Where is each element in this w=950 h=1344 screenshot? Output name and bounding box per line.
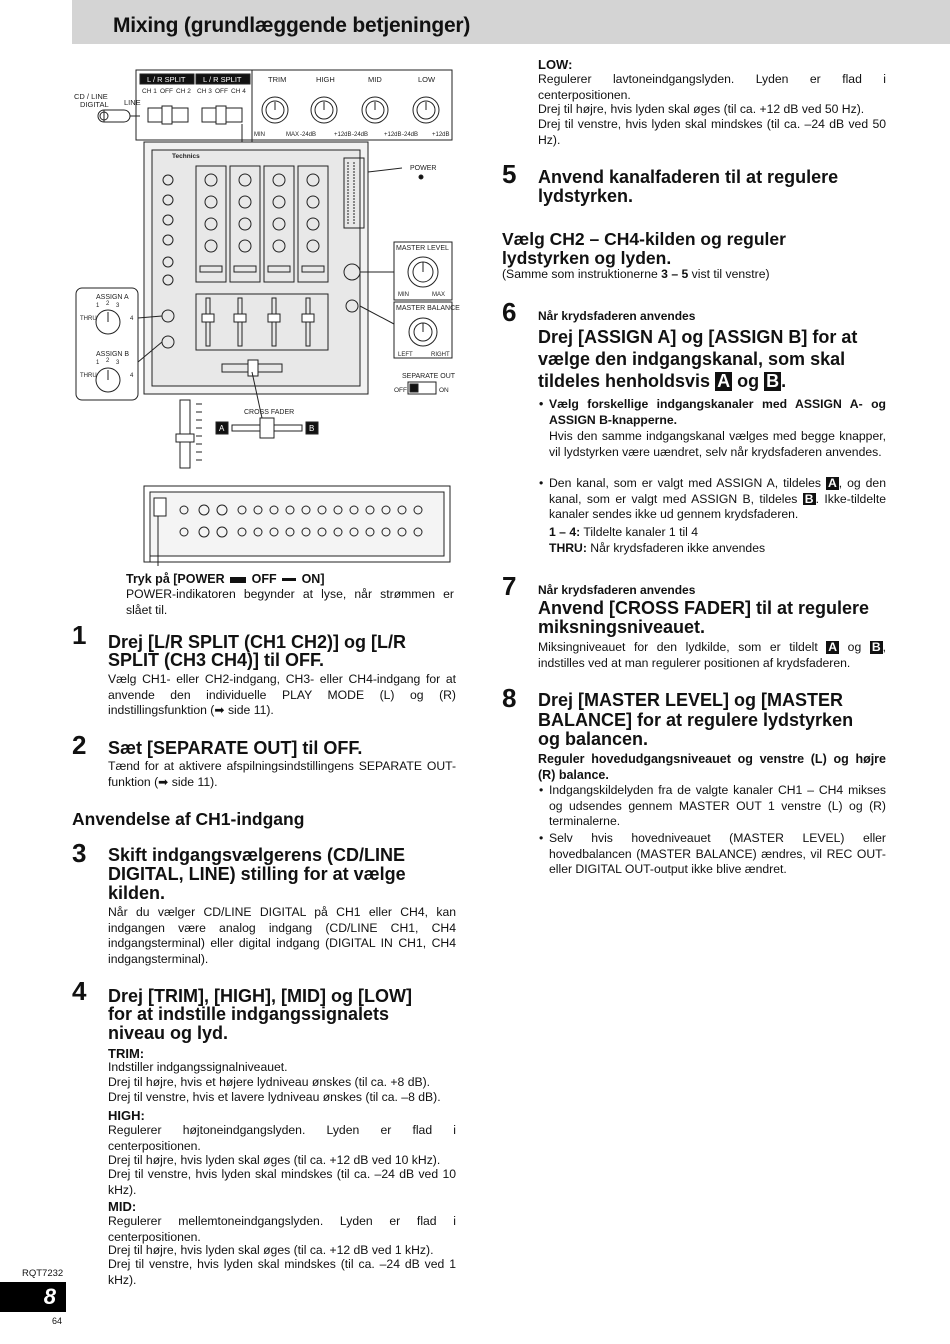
knob-range-mid-min: -24dB: [352, 132, 369, 138]
power-indicator: [419, 175, 423, 179]
step6-title-2: vælge den indgangskanal, som skal: [538, 349, 846, 369]
sw2-ch3: CH 3: [197, 88, 212, 95]
knob-range-trim-max: MAX: [286, 132, 300, 138]
line-label: LINE: [124, 98, 141, 107]
step3-title-1: Skift indgangsvælgerens (CD/LINE: [108, 845, 406, 865]
knob-title-high: HIGH: [316, 75, 335, 84]
low-label: LOW:: [538, 57, 573, 72]
step8-bullet2: • Selv hvis hovedniveauet (MASTER LEVEL) eller hovedbalancen (MASTER BALANCE) ændres, vil REC OUT- eller DIGITAL OUT-output ikke blive ændret.: [539, 831, 886, 877]
sw2-off: OFF: [215, 88, 228, 95]
step8-title-3: og balancen.: [538, 729, 649, 749]
left-label: LEFT: [398, 352, 413, 358]
master-balance-label: MASTER BALANCE: [396, 305, 460, 312]
knob-range-low-min: -24dB: [402, 132, 419, 138]
section-ch2-title-1: Vælg CH2 – CH4-kilden og reguler: [502, 229, 786, 249]
step5-title-2: lydstyrken.: [538, 186, 634, 206]
knob-range-trim-min: MIN: [254, 132, 265, 138]
power-on-symbol: [282, 578, 296, 581]
assign-b-3: 3: [116, 360, 120, 366]
step8-sub: Reguler hovedudgangsniveauet og venstre (L) og højre (R) balance.: [538, 752, 886, 782]
knob-title-mid: MID: [368, 75, 382, 84]
assign-b-2: 2: [106, 358, 110, 364]
mid-up: Drej til højre, hvis lyden skal øges (til ca. +12 dB ved 1 kHz).: [108, 1243, 434, 1257]
knob-range-low-max: +12dB: [432, 132, 450, 138]
step3-text: Når du vælger CD/LINE DIGITAL på CH1 eller CH4, kan indgangen være analog indgang (CD/LINE CH1, CH4 indgangsterminal) eller digital indgang (DIGITAL IN CH1, CH4 indgangsterminal).: [108, 905, 456, 966]
assign-b-thru: THRU: [80, 373, 97, 379]
low-text: Regulerer lavtoneindgangslyden. Lyden er flad i centerpositionen.: [538, 72, 886, 102]
separate-on-label: ON: [439, 387, 449, 394]
step7-title-2: miksningsniveauet.: [538, 617, 706, 637]
section-ch1-title: Anvendelse af CH1-indgang: [72, 809, 305, 829]
trim-label: TRIM:: [108, 1046, 145, 1061]
step6-sub: Når krydsfaderen anvendes: [538, 309, 696, 323]
step6-bullet1-bold: • Vælg forskellige indgangskanaler med ASSIGN A- og ASSIGN B-knapperne.: [539, 397, 886, 427]
step4-title-3: niveau og lyd.: [108, 1023, 229, 1043]
step4-title-1: Drej [TRIM], [HIGH], [MID] og [LOW]: [108, 986, 412, 1006]
cross-fader-label: CROSS FADER: [244, 409, 295, 416]
bullet-dot: •: [539, 831, 544, 845]
step3-number: 3: [72, 838, 87, 868]
step8-title-2: BALANCE] for at regulere lydstyrken: [538, 710, 854, 730]
step4-number: 4: [72, 976, 87, 1006]
brand-label: Technics: [172, 153, 200, 160]
step6-title-1: Drej [ASSIGN A] og [ASSIGN B] for at: [538, 327, 858, 347]
knob-range-high-min: -24dB: [300, 132, 317, 138]
step1-number: 1: [72, 620, 87, 650]
caption-text: POWER-indikatoren begynder at lyse, når strømmen er slået til.: [126, 587, 454, 617]
assign-a-thru: THRU: [80, 316, 97, 322]
step1-title-2: SPLIT (CH3 CH4)] til OFF.: [108, 650, 324, 670]
caption-title: Tryk på [POWER OFF ON]: [126, 572, 325, 586]
assign-b-4: 4: [130, 373, 134, 379]
bullet-dot: •: [539, 783, 544, 797]
section-ch2-note: (Samme som instruktionerne 3 – 5 vist til venstre): [502, 267, 770, 281]
step3-title-2: DIGITAL, LINE) stilling for at vælge: [108, 864, 406, 884]
step8-title-1: Drej [MASTER LEVEL] og [MASTER: [538, 690, 843, 710]
separate-out-label: SEPARATE OUT: [402, 373, 456, 380]
knob-title-trim: TRIM: [268, 75, 287, 84]
knob-title-low: LOW: [418, 75, 436, 84]
lr-split-1-label: L / R SPLIT: [147, 75, 186, 84]
step3-title-3: kilden.: [108, 883, 166, 903]
page-sub-number: 64: [52, 1316, 63, 1326]
step7-number: 7: [502, 571, 517, 601]
step7-sub: Når krydsfaderen anvendes: [538, 583, 696, 597]
page-title: Mixing (grundlæggende betjeninger): [113, 14, 471, 37]
cross-fader-b: B: [309, 424, 315, 433]
separate-off-label: OFF: [394, 387, 407, 394]
step1-text: Vælg CH1- eller CH2-indgang, CH3- eller CH4-indgang for at anvende den individuelle PLAY MODE (L) og (R) indstillingsfunktion (➡ side 11).: [108, 672, 456, 718]
section-ch2-title-2: lydstyrken og lyden.: [502, 248, 672, 268]
step6-title-3: tildeles henholdsvis A og B .: [538, 371, 787, 391]
master-level-min: MIN: [398, 292, 409, 298]
step6-thru: THRU: Når krydsfaderen ikke anvendes: [549, 541, 766, 555]
step7-title-1: Anvend [CROSS FADER] til at regulere: [538, 598, 870, 618]
lr-split-2-label: L / R SPLIT: [203, 75, 242, 84]
step8-number: 8: [502, 683, 517, 713]
knob-range-high-max: +12dB: [334, 132, 352, 138]
mid-label: MID:: [108, 1199, 137, 1214]
step1-title-1: Drej [L/R SPLIT (CH1 CH2)] og [L/R: [108, 632, 406, 652]
bullet-dot: •: [539, 397, 544, 411]
assign-a-2: 2: [106, 301, 110, 307]
step5-title-1: Anvend kanalfaderen til at regulere: [538, 167, 839, 187]
step6-bullet2: • Den kanal, som er valgt med ASSIGN A, tildeles A , og den kanal, som er valgt med ASSIGN B, tildeles B . Ikke-tildelte kanaler sendes ikke ud gennem krydsfaderen.: [539, 476, 886, 522]
assign-b-label: ASSIGN B: [96, 351, 130, 358]
step6-bullet1-text: Hvis den samme indgangskanal vælges med begge knapper, vil lydstyrken være uændret, selv når krydsfaderen anvendes.: [549, 429, 886, 459]
page-header: [0, 0, 950, 44]
cross-fader-a: A: [219, 424, 225, 433]
mid-down: Drej til venstre, hvis lyden skal mindskes (til ca. –24 dB ved 1 kHz).: [108, 1257, 456, 1287]
step2-number: 2: [72, 730, 87, 760]
assign-a-label: ASSIGN A: [96, 294, 129, 301]
trim-up: Drej til højre, hvis et højere lydniveau ønskes (til ca. +8 dB).: [108, 1075, 431, 1089]
power-label: POWER: [410, 165, 437, 172]
trim-text: Indstiller indgangssignalniveauet.: [108, 1060, 288, 1074]
high-label: HIGH:: [108, 1108, 145, 1123]
sw1-off: OFF: [160, 88, 173, 95]
knob-range-mid-max: +12dB: [384, 132, 402, 138]
assign-b-1: 1: [96, 360, 100, 366]
right-label: RIGHT: [431, 352, 450, 358]
sw2-ch4: CH 4: [231, 88, 246, 95]
step5-number: 5: [502, 159, 517, 189]
step2-title: Sæt [SEPARATE OUT] til OFF.: [108, 738, 363, 758]
step6-range: 1 – 4: Tildelte kanaler 1 til 4: [549, 525, 699, 539]
sw1-ch1: CH 1: [142, 88, 157, 95]
assign-a-4: 4: [130, 316, 134, 322]
bullet-dot: •: [539, 476, 544, 490]
step2-text: Tænd for at aktivere afspilningsindstillingens SEPARATE OUT-funktion (➡ side 11).: [108, 759, 456, 789]
high-up: Drej til højre, hvis lyden skal øges (til ca. +12 dB ved 10 kHz).: [108, 1153, 441, 1167]
assign-a-3: 3: [116, 303, 120, 309]
mid-text: Regulerer mellemtoneindgangslyden. Lyden er flad i centerpositionen.: [108, 1214, 456, 1244]
low-down: Drej til venstre, hvis lyden skal mindskes (til ca. –24 dB ved 50 Hz).: [538, 117, 886, 147]
power-off-symbol: [230, 577, 246, 583]
step7-text: Miksingniveauet for den lydkilde, som er tildelt A og B , indstilles ved at man regulerer positionen af krydsfaderen.: [538, 640, 887, 670]
document-code: RQT7232: [22, 1268, 64, 1279]
trim-down: Drej til venstre, hvis et lavere lydniveau ønskes (til ca. –8 dB).: [108, 1090, 441, 1104]
high-text: Regulerer højtoneindgangslyden. Lyden er flad i centerpositionen.: [108, 1123, 456, 1153]
step6-number: 6: [502, 297, 517, 327]
cd-line-label: CD / LINE: [74, 92, 108, 101]
step4-title-2: for at indstille indgangssignalets: [108, 1004, 390, 1024]
mixer-illustration: [72, 62, 462, 572]
assign-a-1: 1: [96, 303, 100, 309]
master-level-max: MAX: [432, 292, 446, 298]
master-level-label: MASTER LEVEL: [396, 245, 449, 252]
low-up: Drej til højre, hvis lyden skal øges (til ca. +12 dB ved 50 Hz).: [538, 102, 865, 116]
digital-label: DIGITAL: [80, 100, 109, 109]
high-down: Drej til venstre, hvis lyden skal mindskes (til ca. –24 dB ved 10 kHz).: [108, 1167, 456, 1197]
sw1-ch2: CH 2: [176, 88, 191, 95]
page-number: 8: [0, 1282, 66, 1312]
step8-bullet1: • Indgangskildelyden fra de valgte kanaler CH1 – CH4 mikses og udsendes gennem MASTER OUT 1 venstre (L) og (R) terminalerne.: [539, 783, 886, 829]
